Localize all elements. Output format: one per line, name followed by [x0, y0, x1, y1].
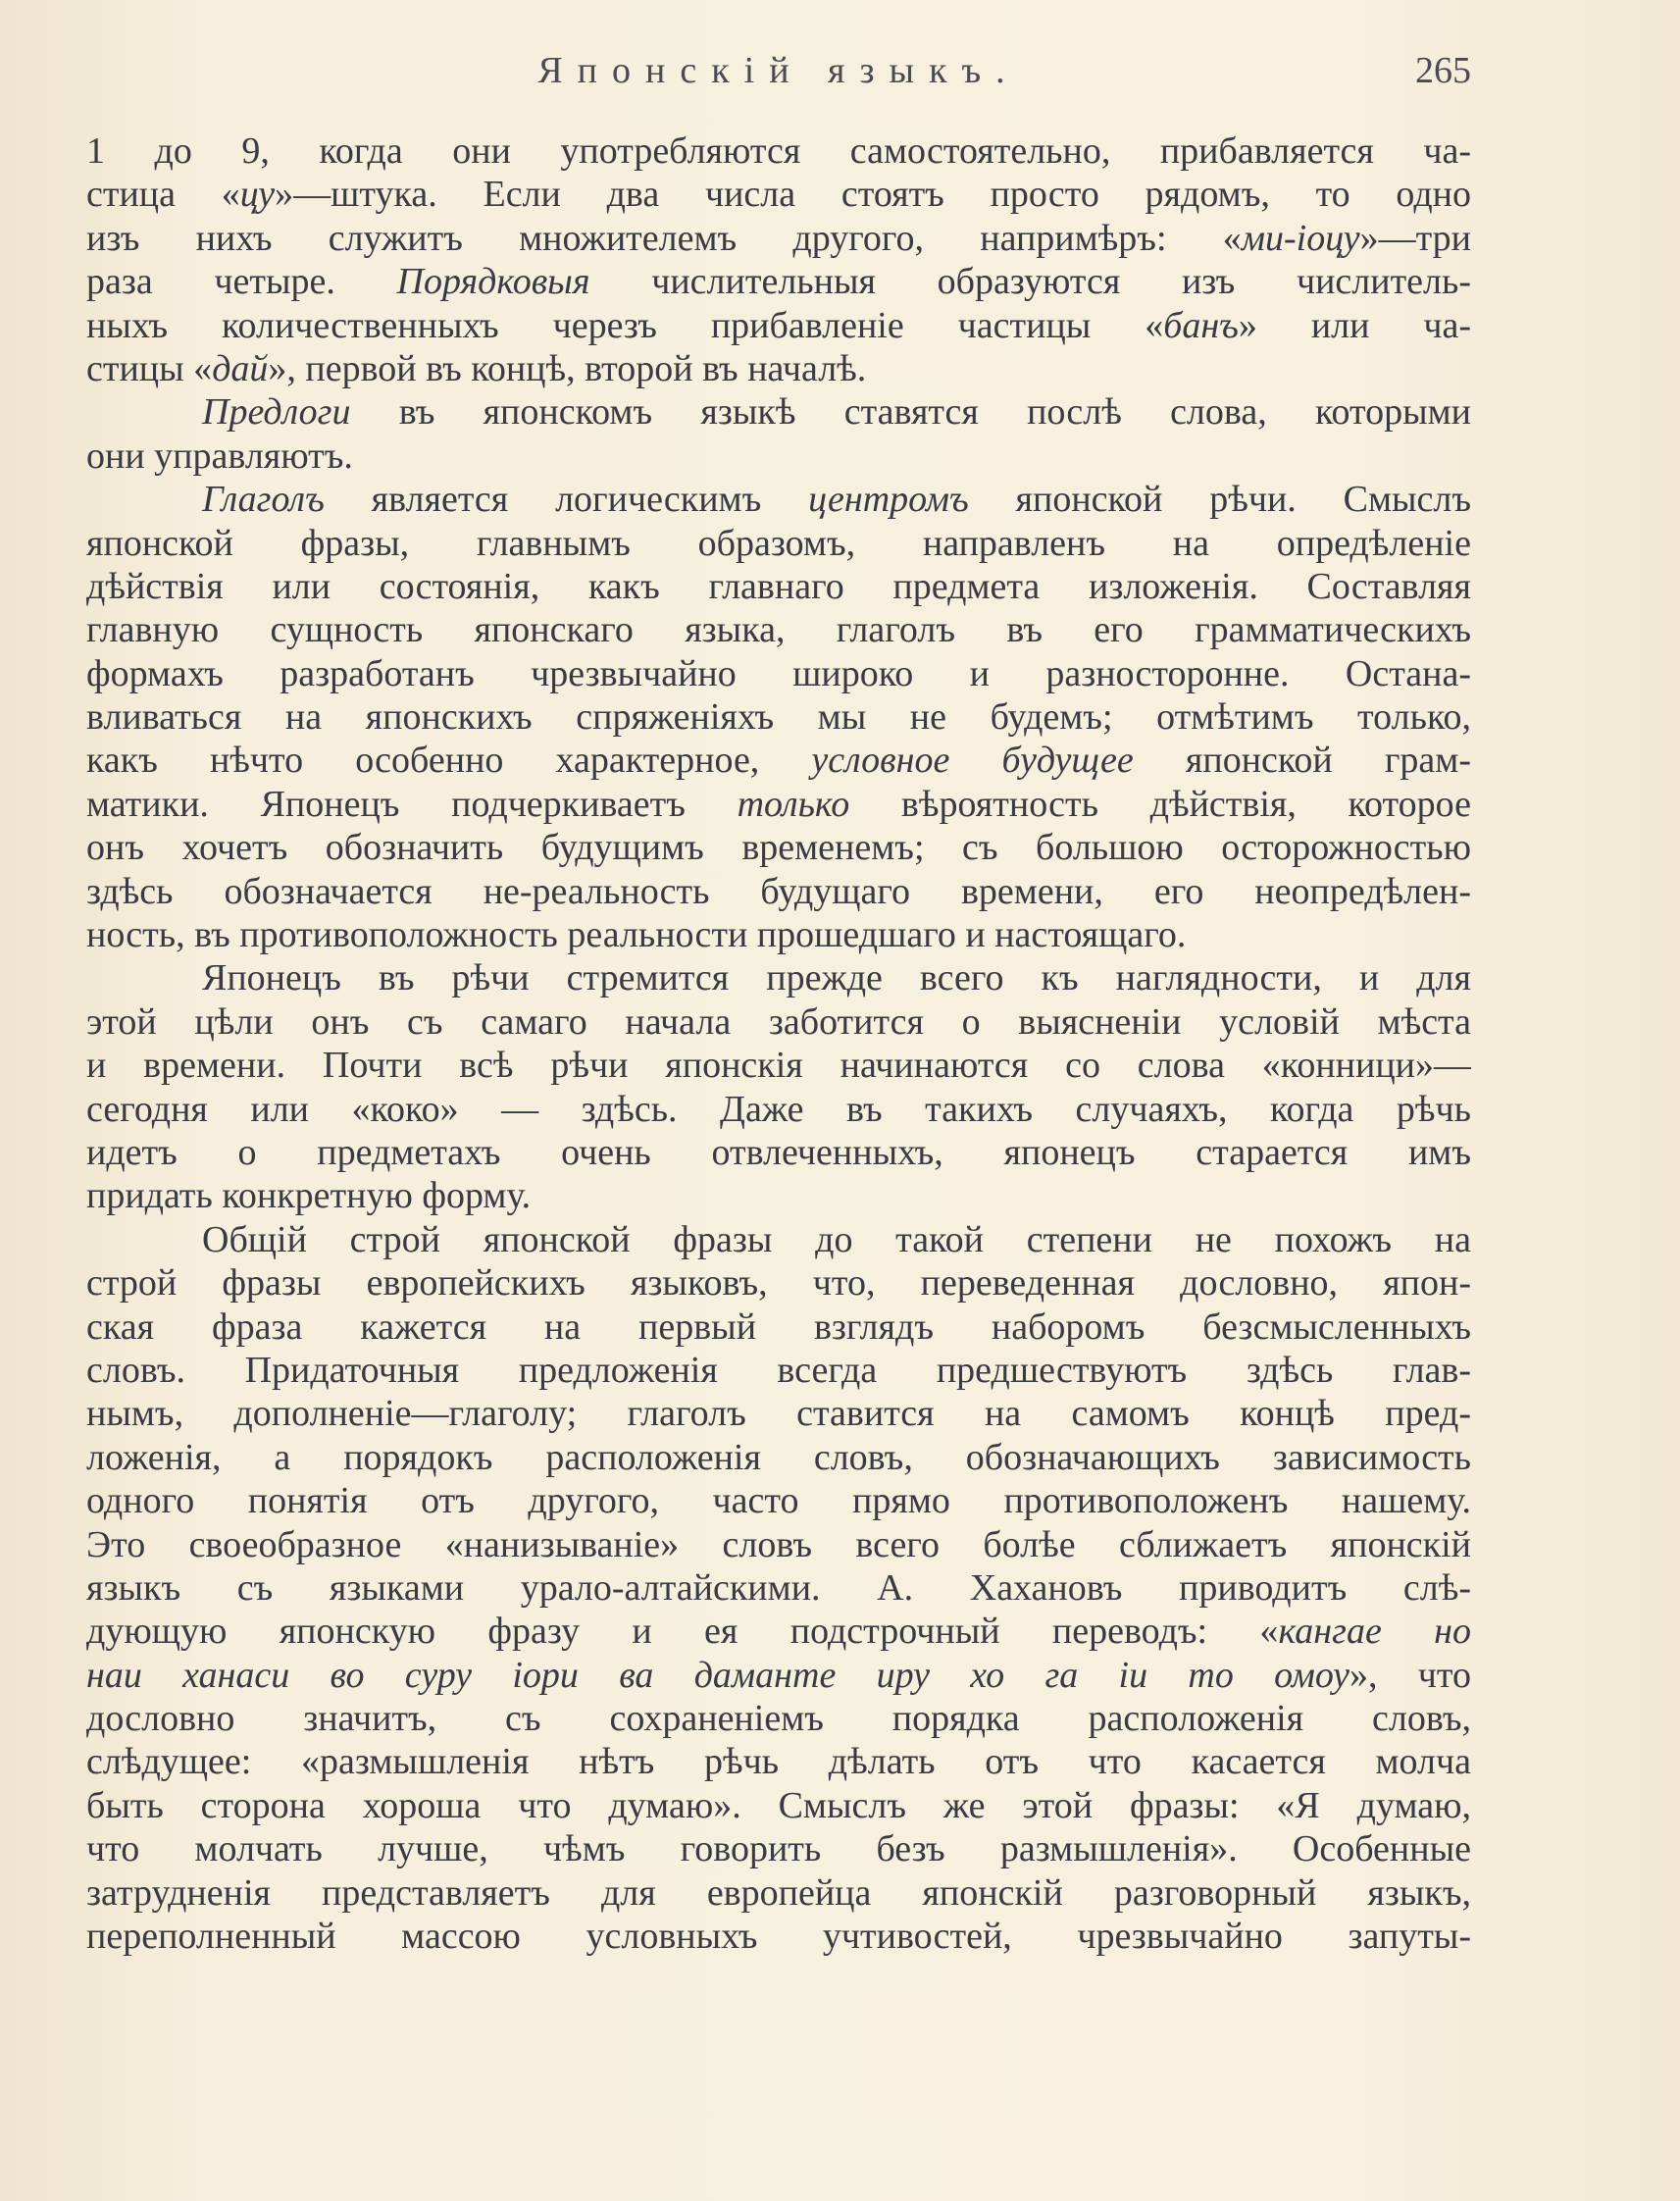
text-segment: что молчать лучше, чѣмъ говорить безъ размышленія». Особенные	[86, 1828, 1471, 1870]
text-line	[86, 913, 1471, 956]
text-line	[86, 565, 1471, 608]
text-segment: изъ нихъ служитъ множителемъ другого, напримѣръ: «	[86, 217, 1242, 259]
text-segment: ложенія, а порядокъ расположенія словъ, обозначающихъ зависимость	[86, 1436, 1471, 1478]
text-line	[86, 1305, 1471, 1349]
text-segment: японской грам-	[1133, 740, 1471, 782]
text-segment: »—три	[1359, 217, 1471, 259]
text-line	[86, 129, 1471, 173]
text-segment: дословно значитъ, съ сохраненіемъ порядка расположенія словъ,	[86, 1698, 1471, 1740]
text-line	[86, 1915, 1471, 1958]
text-segment: вливаться на японскихъ спряженіяхъ мы не будемъ; отмѣтимъ только,	[86, 696, 1471, 739]
text-line	[86, 1436, 1471, 1479]
text-line	[86, 1349, 1471, 1392]
text-segment: строй фразы европейскихъ языковъ, что, переведенная дословно, япон-	[86, 1262, 1471, 1305]
page-header	[86, 49, 1471, 98]
text-line	[86, 1131, 1471, 1174]
text-segment: является логическимъ	[324, 479, 809, 521]
text-line	[86, 826, 1471, 869]
text-line	[86, 173, 1471, 216]
text-line	[86, 1261, 1471, 1305]
italic-text: центромъ	[808, 479, 969, 521]
text-segment: переполненный массою условныхъ учтивостей, чрезвычайно запуты-	[86, 1916, 1471, 1958]
text-line	[86, 1566, 1471, 1610]
text-segment: Общій строй японской фразы до такой степени не похожъ на	[202, 1218, 1471, 1260]
text-segment: сегодня или «коко» — здѣсь. Даже въ такихъ случаяхъ, когда рѣчь	[86, 1088, 1471, 1130]
text-line	[86, 695, 1471, 739]
text-line	[86, 1871, 1471, 1915]
text-segment: этой цѣли онъ съ самаго начала заботится о выясненіи условій мѣста	[86, 1000, 1471, 1043]
text-segment: идетъ о предметахъ очень отвлеченныхъ, японецъ старается имъ	[86, 1131, 1471, 1173]
italic-text: Предлоги	[202, 391, 351, 434]
italic-text: кангае но	[1278, 1611, 1471, 1653]
text-segment: они управляютъ.	[86, 435, 353, 477]
text-line	[86, 870, 1471, 913]
text-line	[86, 1697, 1471, 1740]
text-segment: дующую японскую фразу и ея подстрочный переводъ: «	[86, 1611, 1279, 1653]
text-segment: стицы «	[86, 347, 213, 389]
text-segment: Японецъ въ рѣчи стремится прежде всего къ наглядности, и для	[202, 957, 1471, 999]
italic-text: наи ханаси во суру іори ва даманте иру хо га іи то омоу	[86, 1654, 1350, 1696]
text-line	[86, 652, 1471, 695]
text-segment: », что	[1349, 1654, 1471, 1696]
text-line	[86, 1000, 1471, 1044]
text-line	[86, 1827, 1471, 1870]
text-segment: онъ хочетъ обозначить будущимъ временемъ; съ большою осторожностью	[86, 827, 1471, 869]
text-line	[86, 1218, 1471, 1261]
text-segment: числительныя образуются изъ числитель-	[589, 261, 1471, 303]
text-line	[86, 347, 1471, 390]
text-line	[86, 435, 1471, 478]
text-line	[86, 1479, 1471, 1522]
italic-text: Порядковыя	[396, 261, 590, 303]
text-line	[86, 1523, 1471, 1566]
text-segment: японской рѣчи. Смыслъ	[968, 479, 1471, 521]
text-segment: 1 до 9, когда они употребляются самостоятельно, прибавляется ча-	[86, 130, 1471, 172]
text-segment: здѣсь обозначается не-реальность будущаго времени, его неопредѣлен-	[86, 870, 1471, 912]
italic-text: цу	[239, 174, 276, 216]
body-text	[86, 129, 1471, 1958]
text-line	[86, 739, 1471, 782]
text-line	[86, 956, 1471, 999]
text-line	[86, 1740, 1471, 1783]
text-segment: въ японскомъ языкѣ ставятся послѣ слова, которыми	[350, 391, 1471, 434]
text-segment: придать конкретную форму.	[86, 1175, 532, 1217]
text-segment: главную сущность японскаго языка, глаголъ въ его грамматическихъ	[86, 609, 1471, 651]
text-line	[86, 783, 1471, 826]
text-line	[86, 1610, 1471, 1653]
text-segment: быть сторона хороша что думаю». Смыслъ же этой фразы: «Я думаю,	[86, 1784, 1471, 1826]
text-line	[86, 478, 1471, 521]
italic-text: банъ	[1163, 304, 1239, 346]
text-segment: затрудненія представляетъ для европейца японскій разговорный языкъ,	[86, 1871, 1471, 1914]
text-line	[86, 217, 1471, 260]
text-segment: стица «	[86, 174, 240, 216]
text-segment: ская фраза кажется на первый взглядъ наборомъ безсмысленныхъ	[86, 1305, 1471, 1348]
text-segment: ность, въ противоположность реальности прошедшаго и настоящаго.	[86, 914, 1187, 956]
text-line	[86, 522, 1471, 565]
text-line	[86, 1784, 1471, 1827]
text-segment: словъ. Придаточныя предложенія всегда предшествуютъ здѣсь глав-	[86, 1349, 1471, 1391]
italic-text: Глаголъ	[202, 479, 325, 521]
text-segment: и времени. Почти всѣ рѣчи японскія начинаются со слова «конници»—	[86, 1045, 1471, 1087]
text-segment: ныхъ количественныхъ черезъ прибавленіе частицы «	[86, 304, 1164, 346]
text-line	[86, 1174, 1471, 1217]
text-segment: формахъ разработанъ чрезвычайно широко и разносторонне. Остана-	[86, 652, 1471, 694]
text-segment: », первой въ концѣ, второй въ началѣ.	[268, 347, 867, 389]
text-line	[86, 608, 1471, 651]
text-segment: » или ча-	[1238, 304, 1471, 346]
running-title: Японскій языкъ.	[537, 50, 1020, 91]
text-line	[86, 1044, 1471, 1087]
text-segment: какъ нѣчто особенно характерное,	[86, 740, 812, 782]
italic-text: дай	[212, 347, 269, 389]
italic-text: ми-іоцу	[1241, 217, 1360, 259]
text-segment: японской фразы, главнымъ образомъ, направленъ на опредѣленіе	[86, 522, 1471, 564]
text-line	[86, 304, 1471, 347]
text-segment: Это своеобразное «нанизываніе» словъ всего болѣе сближаетъ японскій	[86, 1523, 1471, 1565]
text-segment: раза четыре.	[86, 261, 397, 303]
text-line	[86, 390, 1471, 434]
italic-text: только	[737, 783, 850, 825]
text-line	[86, 260, 1471, 303]
text-segment: одного понятія отъ другого, часто прямо противоположенъ нашему.	[86, 1480, 1471, 1522]
text-line	[86, 1392, 1471, 1435]
text-line	[86, 1088, 1471, 1131]
text-line	[86, 1654, 1471, 1697]
text-segment: вѣроятность дѣйствія, которое	[849, 783, 1471, 825]
text-segment: матики. Японецъ подчеркиваетъ	[86, 783, 738, 825]
text-segment: »—штука. Если два числа стоятъ просто рядомъ, то одно	[275, 174, 1471, 216]
text-segment: нымъ, дополненіе—глаголу; глаголъ ставится на самомъ концѣ пред-	[86, 1393, 1471, 1435]
text-segment: дѣйствія или состоянія, какъ главнаго предмета изложенія. Составляя	[86, 565, 1471, 607]
page-number: 265	[1415, 50, 1471, 91]
italic-text: условное будущее	[811, 740, 1134, 782]
text-segment: языкъ съ языками урало-алтайскими. А. Хахановъ приводитъ слѣ-	[86, 1566, 1471, 1609]
text-segment: слѣдущее: «размышленія нѣтъ рѣчь дѣлать отъ что касается молча	[86, 1741, 1471, 1783]
